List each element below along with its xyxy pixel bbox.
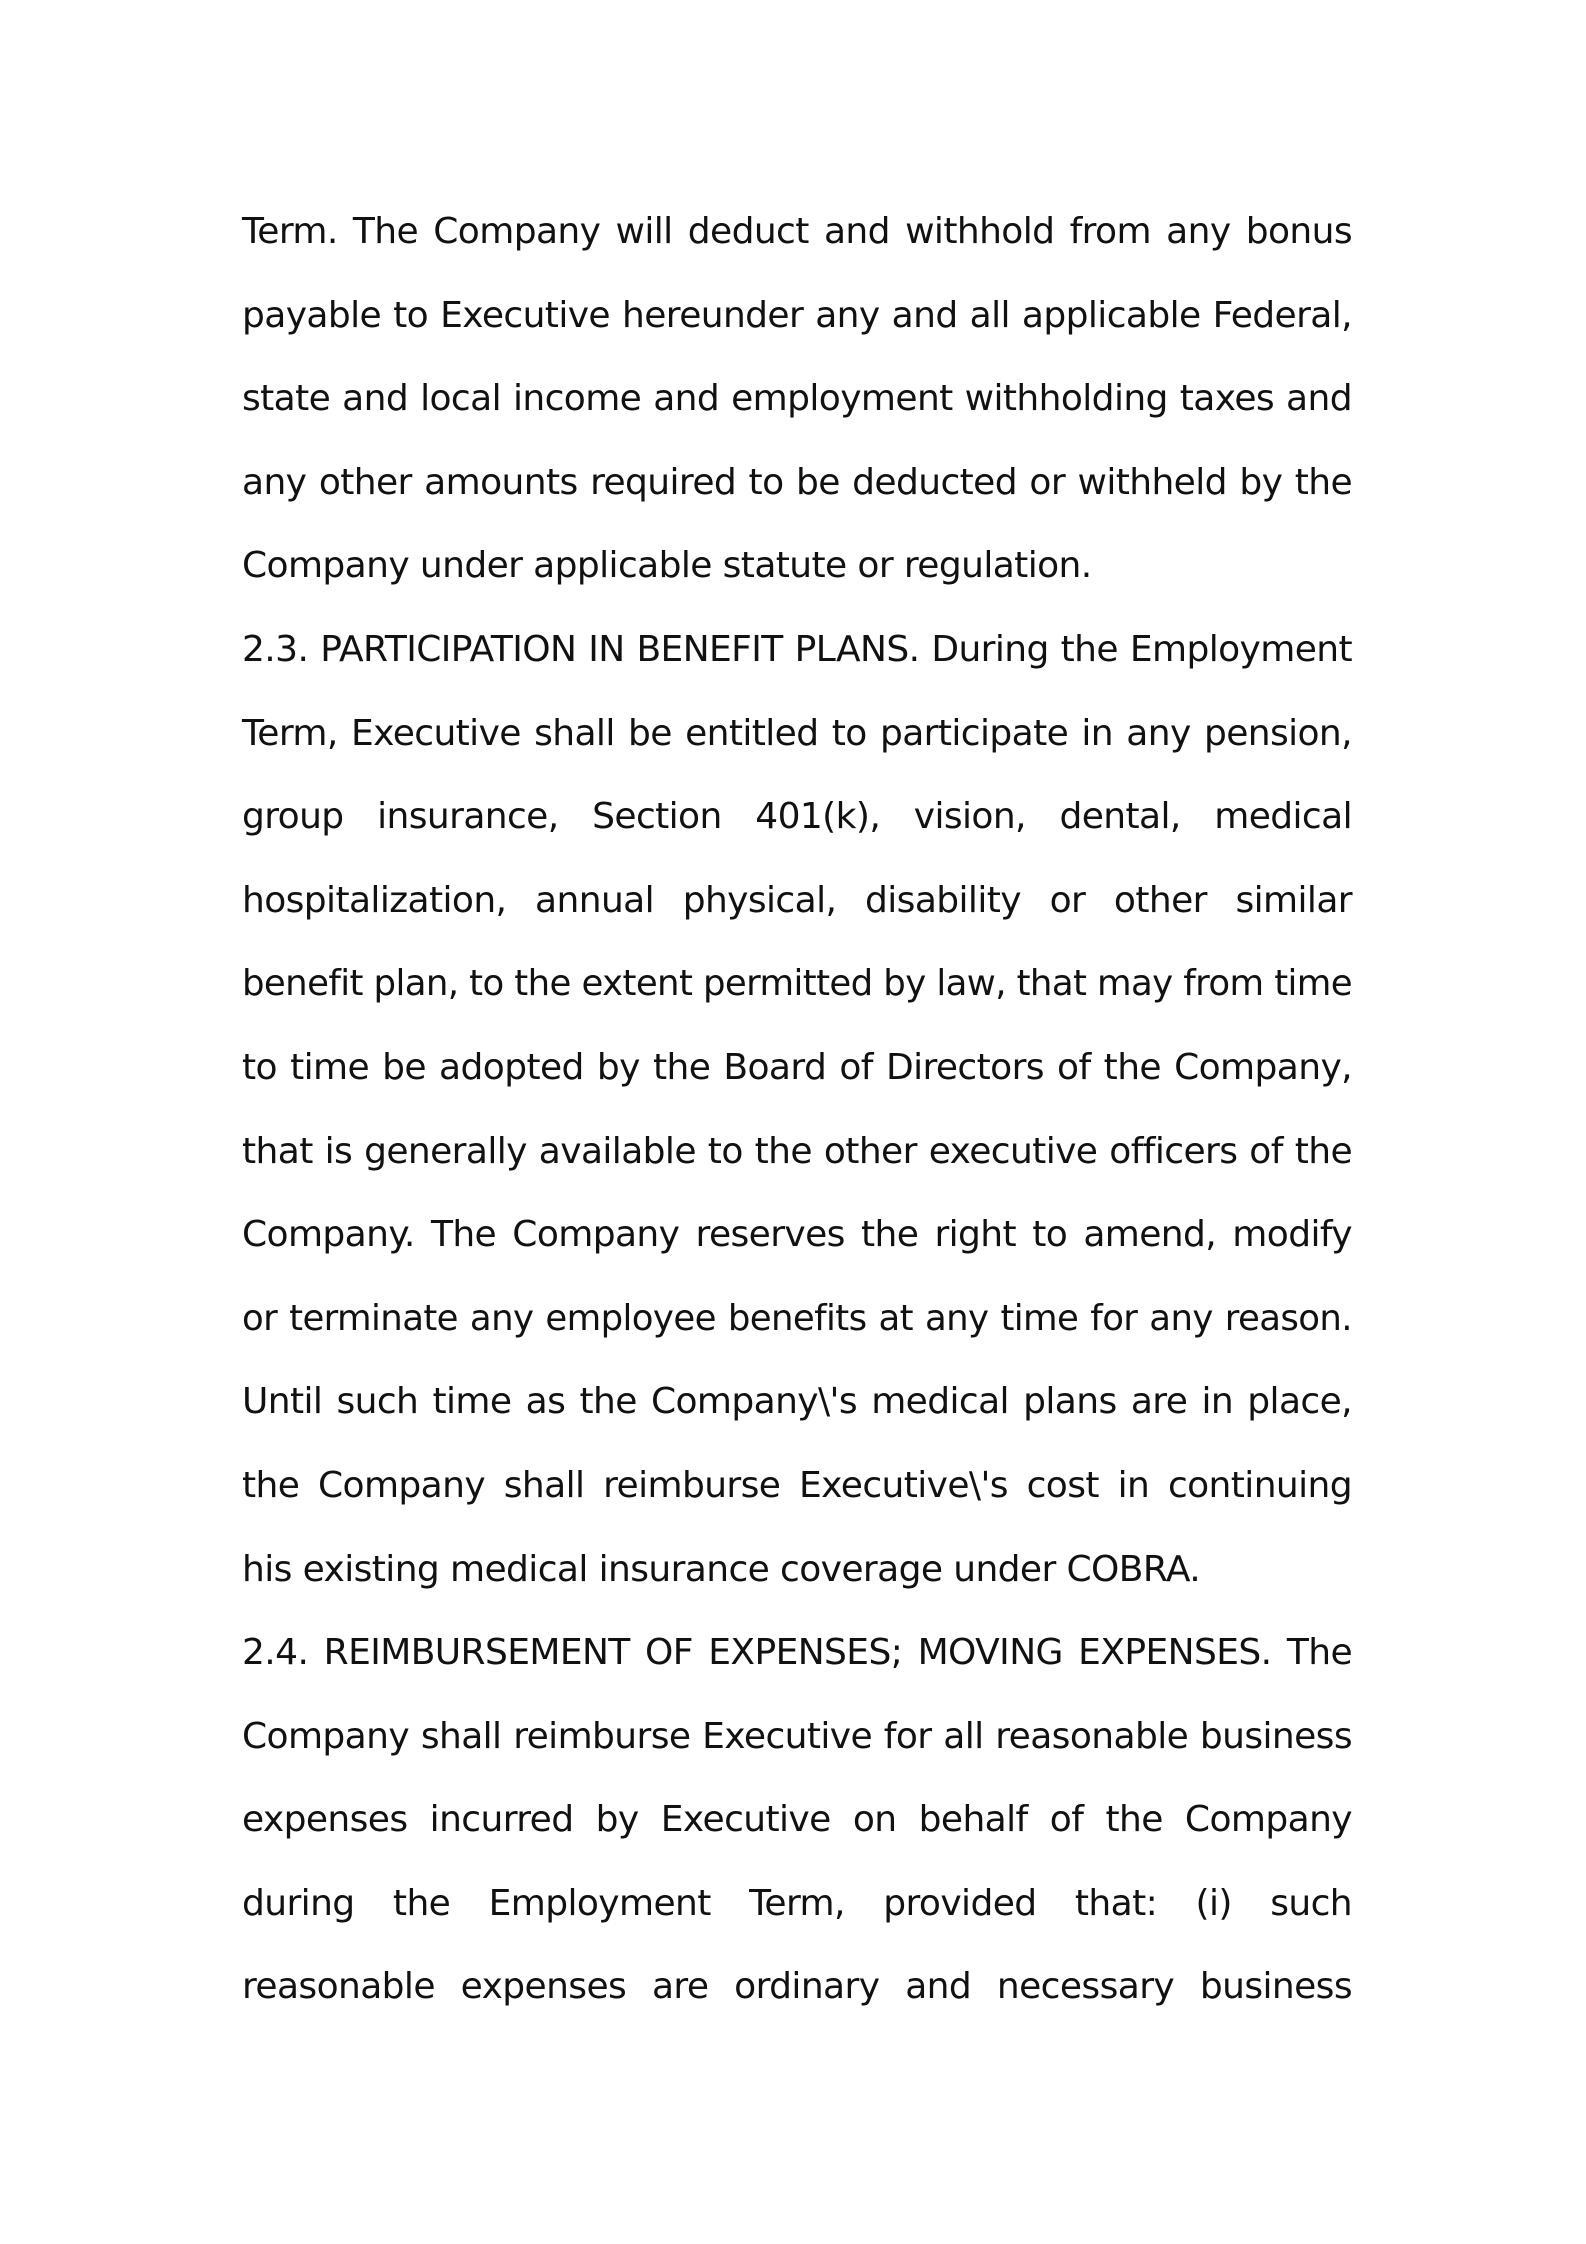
text-line: during the Employment Term, provided that: (i) such <box>242 1882 1352 1924</box>
text-line: Term. The Company will deduct and withhold from any bonus <box>242 211 1352 252</box>
text-line: that is generally available to the other executive officers of the <box>242 1130 1352 1172</box>
text-line: or terminate any employee benefits at any time for any reason. <box>242 1297 1352 1339</box>
text-line: payable to Executive hereunder any and all applicable Federal, <box>242 294 1352 336</box>
text-line: Term, Executive shall be entitled to participate in any pension, <box>242 712 1352 754</box>
text-line: Company shall reimburse Executive for all reasonable business <box>242 1715 1352 1757</box>
text-line: to time be adopted by the Board of Directors of the Company, <box>242 1046 1352 1088</box>
text-line: Company. The Company reserves the right to amend, modify <box>242 1214 1352 1256</box>
text-line: any other amounts required to be deducted or withheld by the <box>242 461 1352 503</box>
text-line: group insurance, Section 401(k), vision, dental, medical <box>242 796 1352 838</box>
text-line: the Company shall reimburse Executive\'s cost in continuing <box>242 1464 1352 1506</box>
text-line: expenses incurred by Executive on behalf of the Company <box>242 1799 1352 1841</box>
text-line: Company under applicable statute or regulation. <box>242 545 1092 587</box>
text-line: Until such time as the Company\'s medical plans are in place, <box>242 1381 1352 1423</box>
text-line: benefit plan, to the extent permitted by law, that may from time <box>242 963 1352 1005</box>
text-line: 2.3. PARTICIPATION IN BENEFIT PLANS. During the Employment <box>242 628 1352 670</box>
text-line: state and local income and employment withholding taxes and <box>242 378 1352 420</box>
text-line: hospitalization, annual physical, disability or other similar <box>242 879 1352 921</box>
document-body <box>242 198 1352 2037</box>
text-line: reasonable expenses are ordinary and necessary business <box>242 1966 1352 2008</box>
text-line: his existing medical insurance coverage under COBRA. <box>242 1548 1201 1590</box>
text-line: 2.4. REIMBURSEMENT OF EXPENSES; MOVING EXPENSES. The <box>242 1632 1352 1674</box>
